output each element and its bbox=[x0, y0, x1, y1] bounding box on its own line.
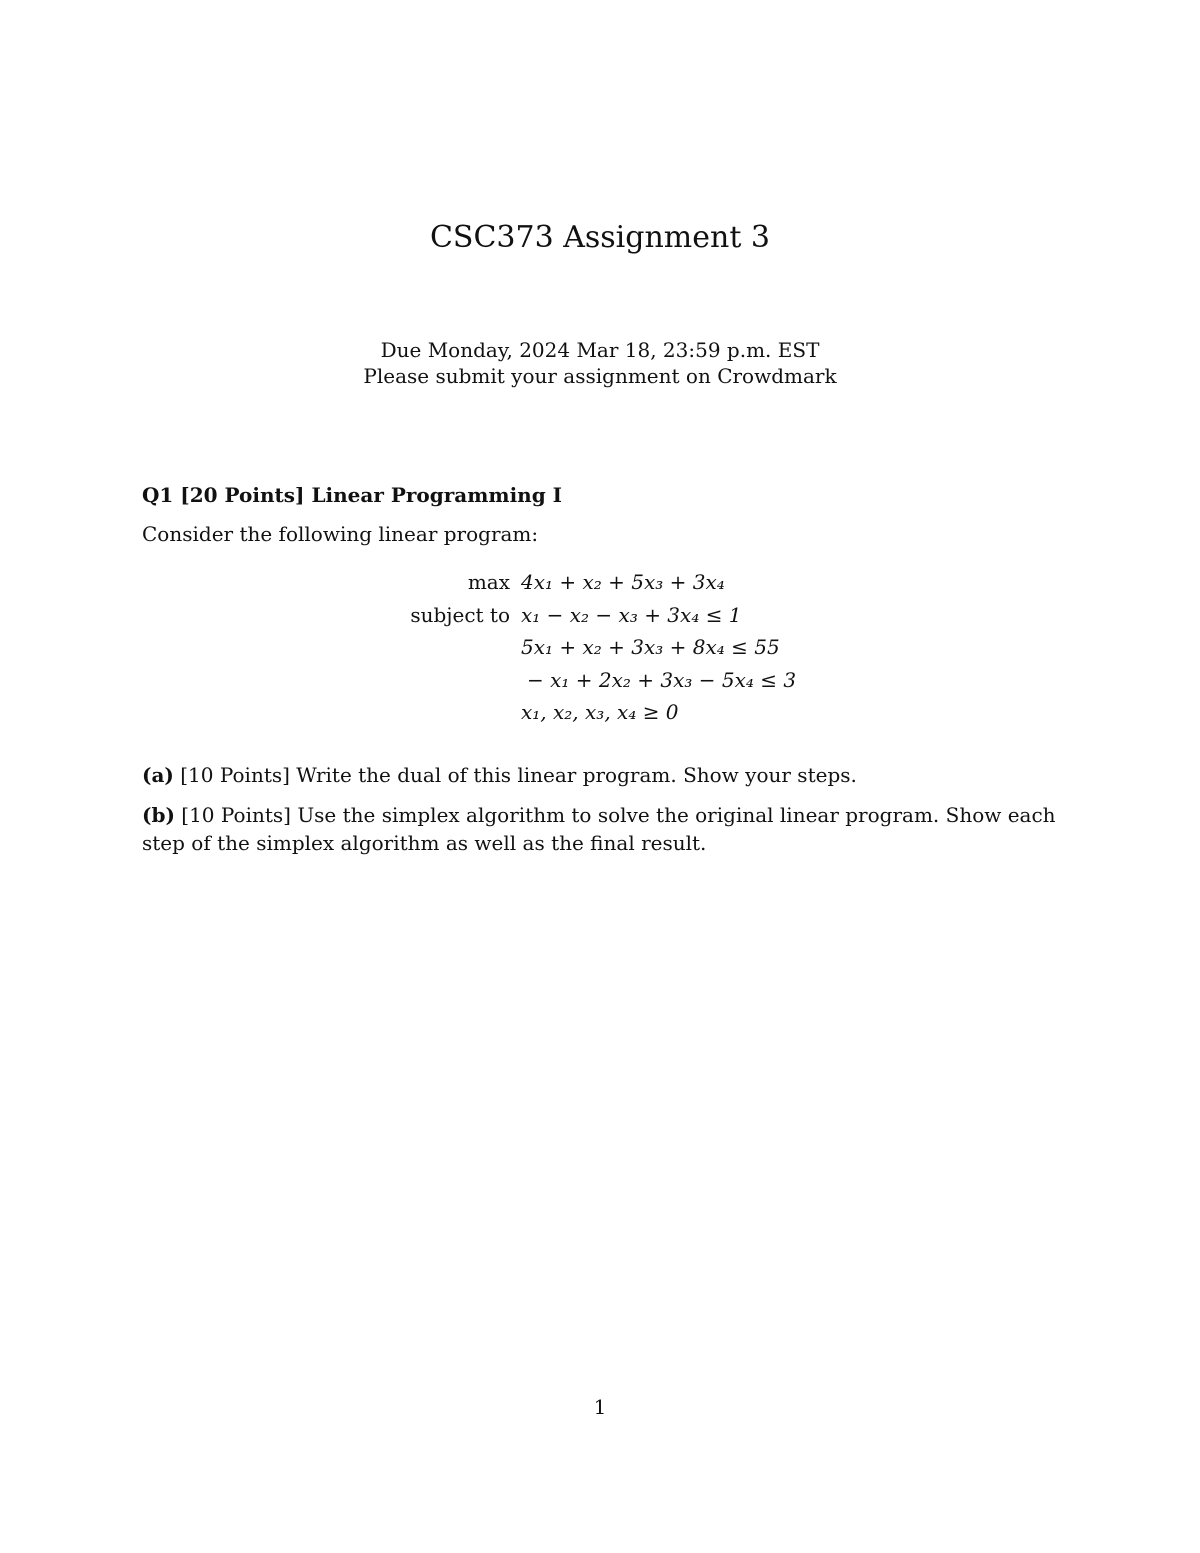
lp-constraint-row bbox=[0, 664, 1200, 697]
lp-objective: 4x₁ + x₂ + 5x₃ + 3x₄ bbox=[521, 570, 725, 594]
lp-constraint-row bbox=[0, 696, 1200, 729]
linear-program bbox=[0, 566, 1200, 729]
part-b-label: (b) bbox=[142, 803, 175, 827]
submission-instructions: Please submit your assignment on Crowdmark bbox=[363, 364, 837, 388]
question-part-b bbox=[142, 801, 1067, 857]
lp-objective-label: max bbox=[467, 570, 510, 594]
lp-constraint: − x₁ + 2x₂ + 3x₃ − 5x₄ ≤ 3 bbox=[527, 667, 797, 692]
question-heading-text: Q1 [20 Points] Linear Programming I bbox=[142, 483, 563, 507]
part-a-text: [10 Points] Write the dual of this linear program. Show your steps. bbox=[180, 763, 857, 787]
question-intro: Consider the following linear program: bbox=[142, 522, 539, 546]
due-date-line: Due Monday, 2024 Mar 18, 23:59 p.m. EST bbox=[380, 338, 820, 362]
lp-constraint: 5x₁ + x₂ + 3x₃ + 8x₄ ≤ 55 bbox=[521, 635, 780, 659]
part-b-text: [10 Points] Use the simplex algorithm to solve the original linear program. Show each step of the simplex algorithm as well as the final result. bbox=[142, 803, 1056, 855]
page-number: 1 bbox=[593, 1395, 607, 1419]
lp-constraint: x₁ − x₂ − x₃ + 3x₄ ≤ 1 bbox=[521, 602, 742, 627]
part-a-label: (a) bbox=[142, 763, 174, 787]
document-title: CSC373 Assignment 3 bbox=[429, 220, 771, 255]
question-heading bbox=[142, 482, 562, 508]
lp-objective-row bbox=[0, 566, 1200, 599]
lp-nonnegativity-constraint: x₁, x₂, x₃, x₄ ≥ 0 bbox=[521, 700, 679, 724]
question-part-a bbox=[142, 761, 1067, 789]
lp-constraint-row bbox=[0, 631, 1200, 664]
lp-constraint-row bbox=[0, 599, 1200, 632]
lp-constraints-label: subject to bbox=[410, 602, 510, 627]
